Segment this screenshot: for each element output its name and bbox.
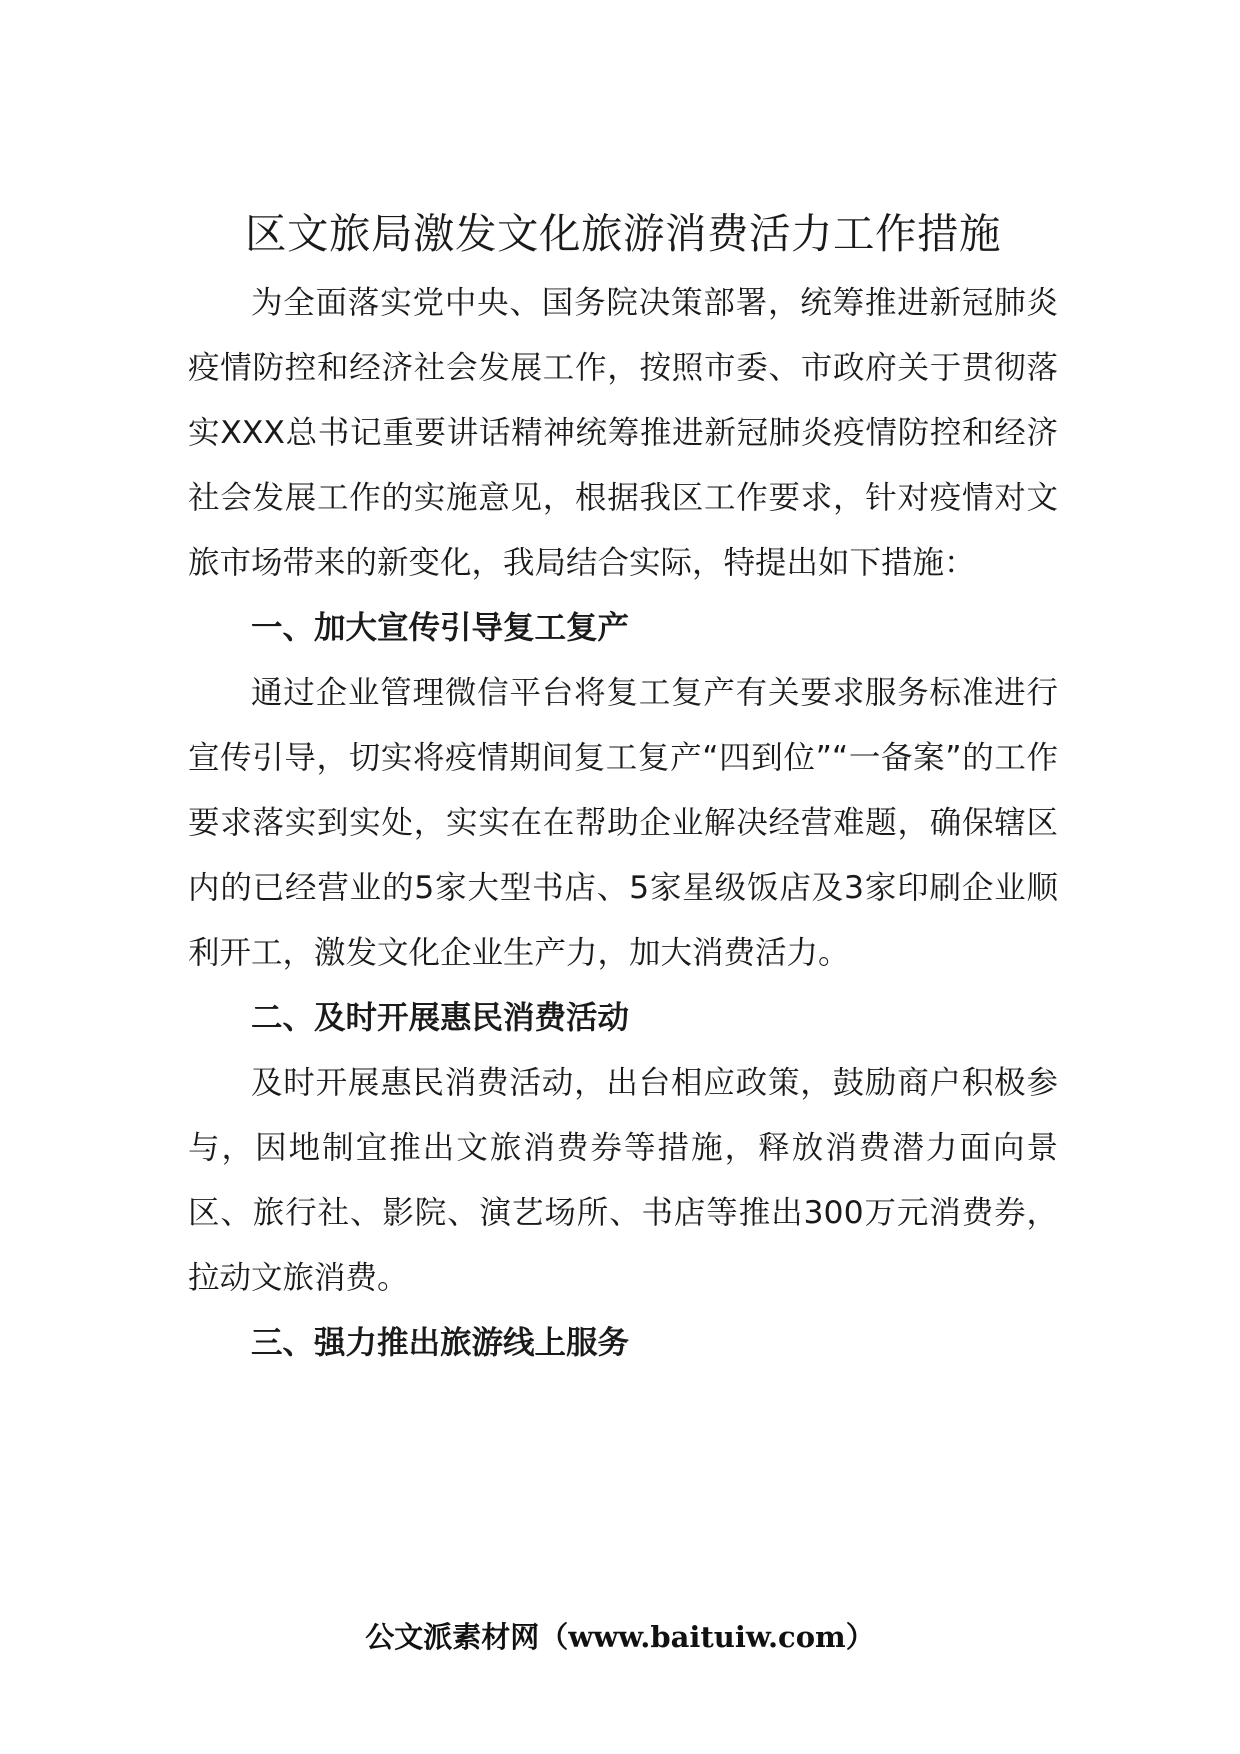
section-body-1: 通过企业管理微信平台将复工复产有关要求服务标准进行宣传引导，切实将疫情期间复工复产“四到位”“一备案”的工作要求落实到实处，实实在在帮助企业解决经营难题，确保辖区内的已经营业的5家大型书店、5家星级饭店及3家印刷企业顺利开工，激发文化企业生产力，加大消费活力。 (188, 675, 1058, 971)
document-title: 区文旅局激发文化旅游消费活力工作措施 (244, 209, 1001, 258)
section-heading-2: 二、及时开展惠民消费活动 (251, 1000, 630, 1036)
source-footer: 公文派素材网（www.baituiw.com） (365, 1620, 875, 1654)
section-heading-1: 一、加大宣传引导复工复产 (251, 610, 630, 646)
section-body-2: 及时开展惠民消费活动，出台相应政策，鼓励商户积极参与，因地制宜推出文旅消费券等措施，释放消费潜力面向景区、旅行社、影院、演艺场所、书店等推出300万元消费券，拉动文旅消费。 (188, 1065, 1058, 1296)
intro-paragraph: 为全面落实党中央、国务院决策部署，统筹推进新冠肺炎疫情防控和经济社会发展工作，按照市委、市政府关于贯彻落实XXX总书记重要讲话精神统筹推进新冠肺炎疫情防控和经济社会发展工作的实施意见，根据我区工作要求，针对疫情对文旅市场带来的新变化，我局结合实际，特提出如下措施： (188, 285, 1058, 581)
section-heading-3: 三、强力推出旅游线上服务 (251, 1325, 630, 1361)
document-page (188, 205, 1058, 1376)
